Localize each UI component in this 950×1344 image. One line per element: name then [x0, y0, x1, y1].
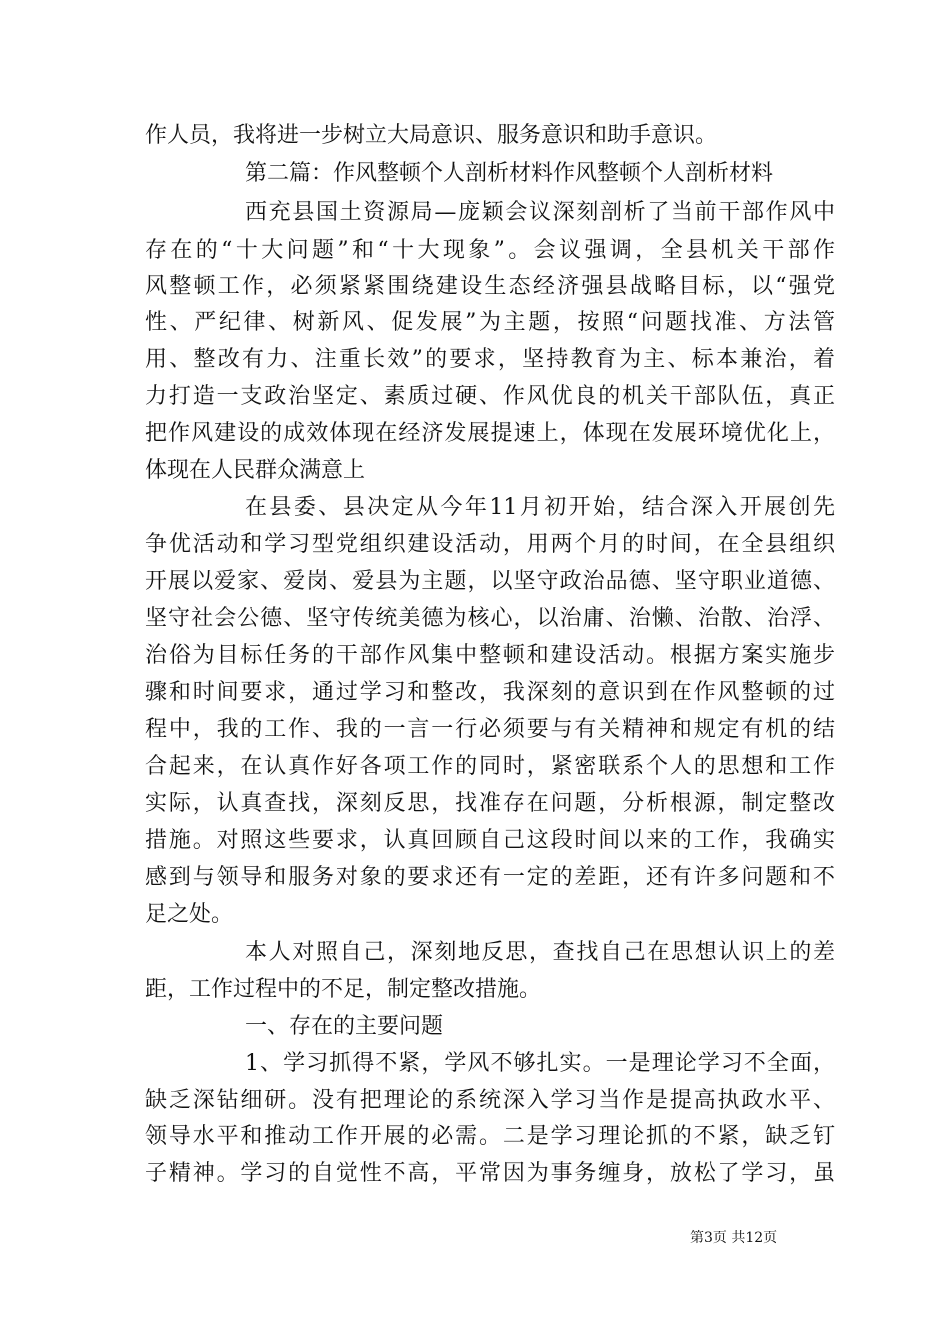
text-line: 坚守社会公德、坚守传统美德为核心，以治庸、治懒、治散、治浮、 — [145, 606, 835, 631]
text-line: 用、整改有力、注重长效”的要求，坚持教育为主、标本兼治，着 — [145, 347, 835, 372]
text-line: 风整顿工作，必须紧紧围绕建设生态经济强县战略目标，以“强党 — [145, 274, 835, 299]
text-line: 子精神。学习的自觉性不高，平常因为事务缠身，放松了学习，虽 — [145, 1161, 835, 1186]
text-line: 程中，我的工作、我的一言一行必须要与有关精神和规定有机的结 — [145, 717, 835, 742]
text-line: 措施。对照这些要求，认真回顾自己这段时间以来的工作，我确实 — [145, 828, 835, 853]
text-line: 感到与领导和服务对象的要求还有一定的差距，还有许多问题和不 — [145, 865, 835, 890]
text-line: 把作风建设的成效体现在经济发展提速上，体现在发展环境优化上， — [145, 421, 835, 446]
text-line: 西充县国土资源局—庞颖会议深刻剖析了当前干部作风中 — [245, 200, 835, 225]
text-line: 本人对照自己，深刻地反思，查找自己在思想认识上的差 — [245, 940, 835, 965]
text-line: 在县委、县决定从今年11月初开始，结合深入开展创先 — [245, 495, 835, 520]
text-line: 性、严纪律、树新风、促发展”为主题，按照“问题找准、方法管 — [145, 310, 835, 335]
text-line: 合起来，在认真作好各项工作的同时，紧密联系个人的思想和工作 — [145, 754, 835, 779]
section-heading: 一、存在的主要问题 — [245, 1014, 444, 1039]
text-line: 领导水平和推动工作开展的必需。二是学习理论抓的不紧，缺乏钉 — [145, 1124, 835, 1149]
text-line: 体现在人民群众满意上 — [145, 458, 366, 483]
text-line: 力打造一支政治坚定、素质过硬、作风优良的机关干部队伍，真正 — [145, 384, 835, 409]
text-line: 争优活动和学习型党组织建设活动，用两个月的时间，在全县组织 — [145, 532, 835, 557]
text-line: 开展以爱家、爱岗、爱县为主题，以坚守政治品德、坚守职业道德、 — [145, 569, 835, 594]
text-line: 1、学习抓得不紧，学风不够扎实。一是理论学习不全面， — [245, 1051, 835, 1076]
text-line: 作人员，我将进一步树立大局意识、服务意识和助手意识。 — [145, 123, 718, 148]
page-number: 第3页 共12页 — [690, 1230, 778, 1246]
section-heading: 第二篇：作风整顿个人剖析材料作风整顿个人剖析材料 — [245, 161, 774, 186]
text-line: 缺乏深钻细研。没有把理论的系统深入学习当作是提高执政水平、 — [145, 1088, 835, 1113]
text-line: 存在的“十大问题”和“十大现象”。会议强调，全县机关干部作 — [145, 238, 835, 263]
text-line: 骤和时间要求，通过学习和整改，我深刻的意识到在作风整顿的过 — [145, 680, 835, 705]
text-line: 距，工作过程中的不足，制定整改措施。 — [145, 977, 542, 1002]
text-line: 足之处。 — [145, 902, 234, 927]
text-line: 实际，认真查找，深刻反思，找准存在问题，分析根源，制定整改 — [145, 791, 835, 816]
text-line: 治俗为目标任务的干部作风集中整顿和建设活动。根据方案实施步 — [145, 643, 835, 668]
